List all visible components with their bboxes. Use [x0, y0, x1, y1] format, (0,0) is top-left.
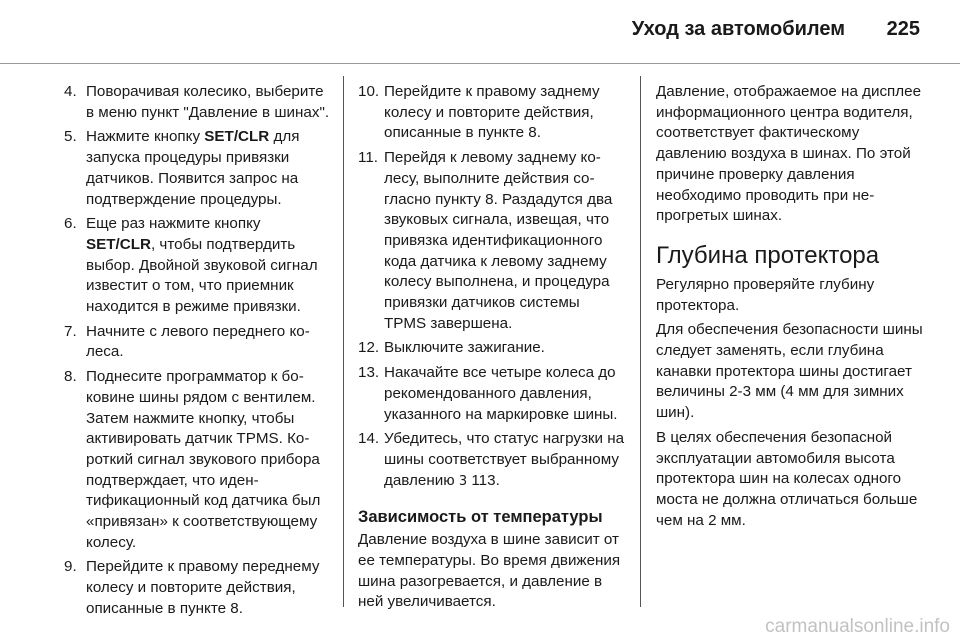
header-divider [0, 63, 960, 64]
paragraph: Регулярно проверяйте глубину протектора. [656, 275, 875, 314]
step-text-before: Нажмите кнопку [86, 128, 205, 146]
step-number: 6. [64, 215, 77, 233]
list-item [358, 429, 626, 492]
column-divider-1 [343, 76, 344, 607]
list-item [64, 322, 330, 363]
intro-paragraph: Давление, отображаемое на дисплее информационного центра водителя, соответствует фактическому давлению воздуха в шинах. По этой причине проверку давления необходимо проводить при непрогретых шинах. [656, 83, 922, 225]
list-item [64, 127, 330, 210]
step-number: 13. [358, 364, 380, 382]
list-item [358, 82, 626, 144]
step-text: Перейдя к левому заднему колесу, выполните действия согласно пункту 8. Раздадутся два звуковых сигнала, извещая, что привязка идентификационного кода датчика к левому заднему колесу выполнена, и процедура привязки датчиков системы TPMS завершена. [384, 149, 613, 332]
steps-list-1 [64, 82, 330, 620]
paragraph: В целях обеспечения безопасной эксплуатации автомобиля высота протектора шин на колесах одного моста не должна отличаться больше чем на 2 мм. [656, 428, 918, 529]
chapter-title: Уход за автомобилем [631, 18, 845, 40]
button-name: SET/CLR [86, 235, 151, 253]
section-heading-temperature: Зависимость от температуры [358, 508, 603, 527]
step-text: Начните с левого переднего колеса. [86, 322, 310, 361]
step-text: Поворачивая колесико, выберите в меню пункт "Давление в шинах". [86, 83, 330, 121]
paragraph: Для обеспечения безопасности шины следует заменять, если глубина канавки протектора шины достигает величины 2-3 мм (4 мм для зимних шин). [656, 321, 923, 422]
step-text: Накачайте все четыре колеса до рекомендованного давления, указанного на маркировке шины. [384, 364, 618, 423]
list-item [64, 557, 330, 619]
step-text: Перейдите к правому заднему колесу и повторите действия, описанные в пункте 8. [384, 83, 600, 142]
column-1 [64, 82, 330, 624]
step-number: 7. [64, 322, 77, 340]
step-number: 5. [64, 128, 77, 146]
step-text: Перейдите к правому переднему колесу и повторите действия, описанные в пункте 8. [86, 558, 320, 617]
step-text-before: Еще раз нажмите кнопку [86, 215, 261, 233]
step-text-after: . [495, 471, 500, 489]
list-item [64, 82, 330, 123]
page-number: 225 [886, 18, 920, 40]
step-text: Поднесите программатор к боковине шины рядом с вентилем. Затем нажмите кнопку, чтобы активировать датчик TPMS. Короткий сигнал звукового прибора подтверждает, что идентификационный код датчика был «привязан» к соответствующему колесу. [86, 368, 321, 551]
button-name: SET/CLR [204, 128, 270, 146]
list-item [358, 148, 626, 334]
list-item [64, 214, 330, 318]
step-number: 8. [64, 368, 77, 386]
column-divider-2 [640, 76, 641, 607]
watermark: carmanualsonline.info [765, 616, 950, 637]
column-3 [656, 82, 926, 535]
section-heading-tread-depth: Глубина протектора [656, 241, 880, 269]
page-header [0, 0, 960, 64]
list-item [64, 367, 330, 553]
list-item [358, 338, 626, 359]
step-number: 11. [358, 149, 378, 167]
step-text-before: Убедитесь, что статус нагрузки на шины соответствует выбранному давлению [384, 430, 625, 489]
steps-list-2 [358, 82, 626, 492]
step-number: 12. [358, 339, 380, 357]
step-number: 10. [358, 83, 380, 100]
step-text: Выключите зажигание. [384, 339, 545, 357]
step-number: 9. [64, 558, 77, 576]
list-item [358, 363, 626, 425]
step-number: 4. [64, 83, 77, 100]
page-reference-link[interactable]: 113 [471, 471, 496, 489]
section-text-temperature: Давление воздуха в шине зависит от ее температуры. Во время движения шина разогревается, и давление в ней увеличивается. [358, 531, 621, 611]
column-2 [358, 82, 626, 617]
step-number: 14. [358, 430, 380, 448]
step-text-after: для запуска процедуры привязки датчиков. Появится запрос на подтверждение процедуры. [86, 128, 300, 208]
see-page-arrow-icon: 3 [458, 473, 468, 489]
step-text-after: , чтобы подтвердить выбор. Двойной звуковой сигнал известит о том, что приемник находится в режиме привязки. [86, 235, 318, 316]
